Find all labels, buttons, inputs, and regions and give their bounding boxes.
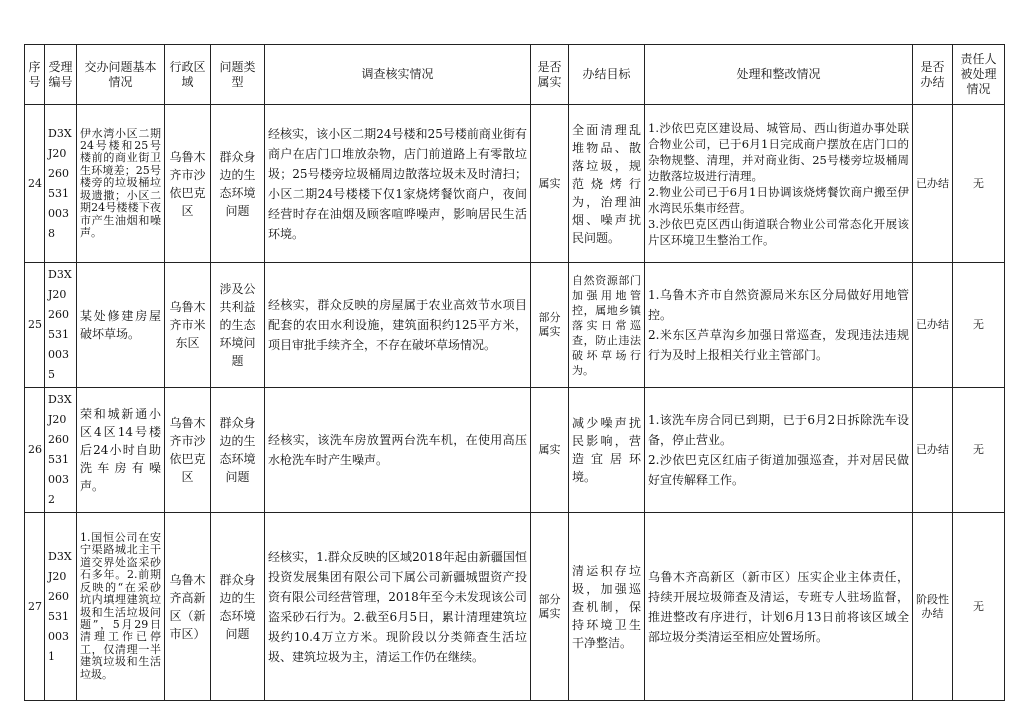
row-no: 25	[25, 263, 45, 388]
handling-item: 1.沙依巴克区建设局、城管局、西山街道办事处联合物业公司，已于6月1日完成商户摆放在店门口的杂物规整、清理，并对商业街、25号楼旁垃圾桶周边散落垃圾进行清理。	[648, 120, 909, 183]
header-verified: 是否属实	[531, 45, 569, 105]
table-row	[25, 513, 1005, 701]
row-accountability: 无	[953, 388, 1005, 513]
complaint-table	[24, 44, 1005, 701]
row-verified: 属实	[531, 105, 569, 263]
handling-item: 2.物业公司已于6月1日协调该烧烤餐饮商户搬至伊水湾民乐集市经营。	[648, 184, 909, 215]
row-type: 群众身边的生态环境问题	[211, 513, 265, 701]
row-type: 涉及公共利益的生态环境问题	[211, 263, 265, 388]
row-completed: 已办结	[913, 388, 953, 513]
document-page	[24, 44, 1004, 701]
header-row	[25, 45, 1005, 105]
row-no: 27	[25, 513, 45, 701]
row-code: D3XJ202605310038	[45, 105, 77, 263]
row-verified: 部分属实	[531, 513, 569, 701]
row-accountability: 无	[953, 105, 1005, 263]
row-district: 乌鲁木齐市米东区	[165, 263, 211, 388]
header-goal: 办结目标	[569, 45, 645, 105]
row-investigation: 经核实，1.群众反映的区域2018年起由新疆国恒投资发展集团有限公司下属公司新疆城盟资产投资有限公司经营管理，2018年至今未发现该公司盗采砂石行为。2.截至6月5日，累计清理建筑垃圾约10.4万立方米。现阶段以分类筛查生活垃圾、建筑垃圾为主，清运工作仍在继续。	[265, 513, 531, 701]
row-district: 乌鲁木齐市沙依巴克区	[165, 105, 211, 263]
row-issue: 1.国恒公司在安宁渠路城北主干道交界处盗采砂石多年。2.前期反映的“在采砂坑内填埋建筑垃圾和生活垃圾问题”，5月29日清理工作已停工，仅清理一半建筑垃圾和生活垃圾。	[77, 513, 165, 701]
table-row	[25, 388, 1005, 513]
header-accountability: 责任人被处理情况	[953, 45, 1005, 105]
header-type: 问题类型	[211, 45, 265, 105]
header-handling: 处理和整改情况	[645, 45, 913, 105]
row-completed: 已办结	[913, 105, 953, 263]
handling-item: 2.沙依巴克区红庙子街道加强巡查，并对居民做好宣传解释工作。	[648, 453, 909, 487]
row-issue: 某处修建房屋破坏草场。	[77, 263, 165, 388]
row-completed: 阶段性办结	[913, 513, 953, 701]
header-investigation: 调查核实情况	[265, 45, 531, 105]
header-issue: 交办问题基本情况	[77, 45, 165, 105]
handling-item: 2.米东区芦草沟乡加强日常巡查，发现违法违规行为及时上报相关行业主管部门。	[648, 328, 909, 362]
table-row	[25, 105, 1005, 263]
row-investigation: 经核实，该洗车房放置两台洗车机，在使用高压水枪洗车时产生噪声。	[265, 388, 531, 513]
row-handling	[645, 263, 913, 388]
handling-item: 乌鲁木齐高新区（新市区）压实企业主体责任，持续开展垃圾筛查及清运，专班专人驻场监督，推进整改有序进行，计划6月13日前将该区域全部垃圾分类清运至相应处置场所。	[648, 569, 909, 644]
handling-item: 1.乌鲁木齐市自然资源局米东区分局做好用地管控。	[648, 288, 909, 322]
handling-item: 3.沙依巴克区西山街道联合物业公司常态化开展该片区环境卫生整治工作。	[648, 216, 909, 247]
handling-item: 1.该洗车房合同已到期，已于6月2日拆除洗车设备，停止营业。	[648, 413, 909, 447]
row-code: D3XJ202605310032	[45, 388, 77, 513]
row-goal: 减少噪声扰民影响，营造宜居环境。	[569, 388, 645, 513]
row-code: D3XJ202605310031	[45, 513, 77, 701]
row-investigation: 经核实，该小区二期24号楼和25号楼前商业街有商户在店门口堆放杂物，店门前道路上有零散垃圾；25号楼旁垃圾桶周边散落垃圾未及时清扫；小区二期24号楼楼下仅1家烧烤餐饮商户，夜间经营时存在油烟及顾客喧哗噪声，影响居民生活环境。	[265, 105, 531, 263]
row-district: 乌鲁木齐高新区（新市区）	[165, 513, 211, 701]
row-verified: 属实	[531, 388, 569, 513]
row-accountability: 无	[953, 263, 1005, 388]
row-completed: 已办结	[913, 263, 953, 388]
row-issue: 伊水湾小区二期24号楼和25号楼前的商业街卫生环境差；25号楼旁的垃圾桶垃圾遗撒；小区二期24号楼楼下夜市产生油烟和噪声。	[77, 105, 165, 263]
row-goal: 清运积存垃圾，加强巡查机制，保持环境卫生干净整洁。	[569, 513, 645, 701]
row-type: 群众身边的生态环境问题	[211, 388, 265, 513]
row-goal: 自然资源部门加强用地管控，属地乡镇落实日常巡查，防止违法破坏草场行为。	[569, 263, 645, 388]
header-no: 序号	[25, 45, 45, 105]
header-completed: 是否办结	[913, 45, 953, 105]
row-handling	[645, 105, 913, 263]
row-handling	[645, 513, 913, 701]
row-no: 24	[25, 105, 45, 263]
row-handling	[645, 388, 913, 513]
row-district: 乌鲁木齐市沙依巴克区	[165, 388, 211, 513]
row-investigation: 经核实，群众反映的房屋属于农业高效节水项目配套的农田水利设施，建筑面积约125平方米，项目审批手续齐全，不存在破坏草场情况。	[265, 263, 531, 388]
row-issue: 荣和城新通小区4区14号楼后24小时自助洗车房有噪声。	[77, 388, 165, 513]
row-goal: 全面清理乱堆物品、散落垃圾，规范烧烤行为，治理油烟、噪声扰民问题。	[569, 105, 645, 263]
row-verified: 部分属实	[531, 263, 569, 388]
row-type: 群众身边的生态环境问题	[211, 105, 265, 263]
header-code: 受理编号	[45, 45, 77, 105]
row-code: D3XJ202605310035	[45, 263, 77, 388]
row-no: 26	[25, 388, 45, 513]
row-accountability: 无	[953, 513, 1005, 701]
header-district: 行政区域	[165, 45, 211, 105]
table-row	[25, 263, 1005, 388]
